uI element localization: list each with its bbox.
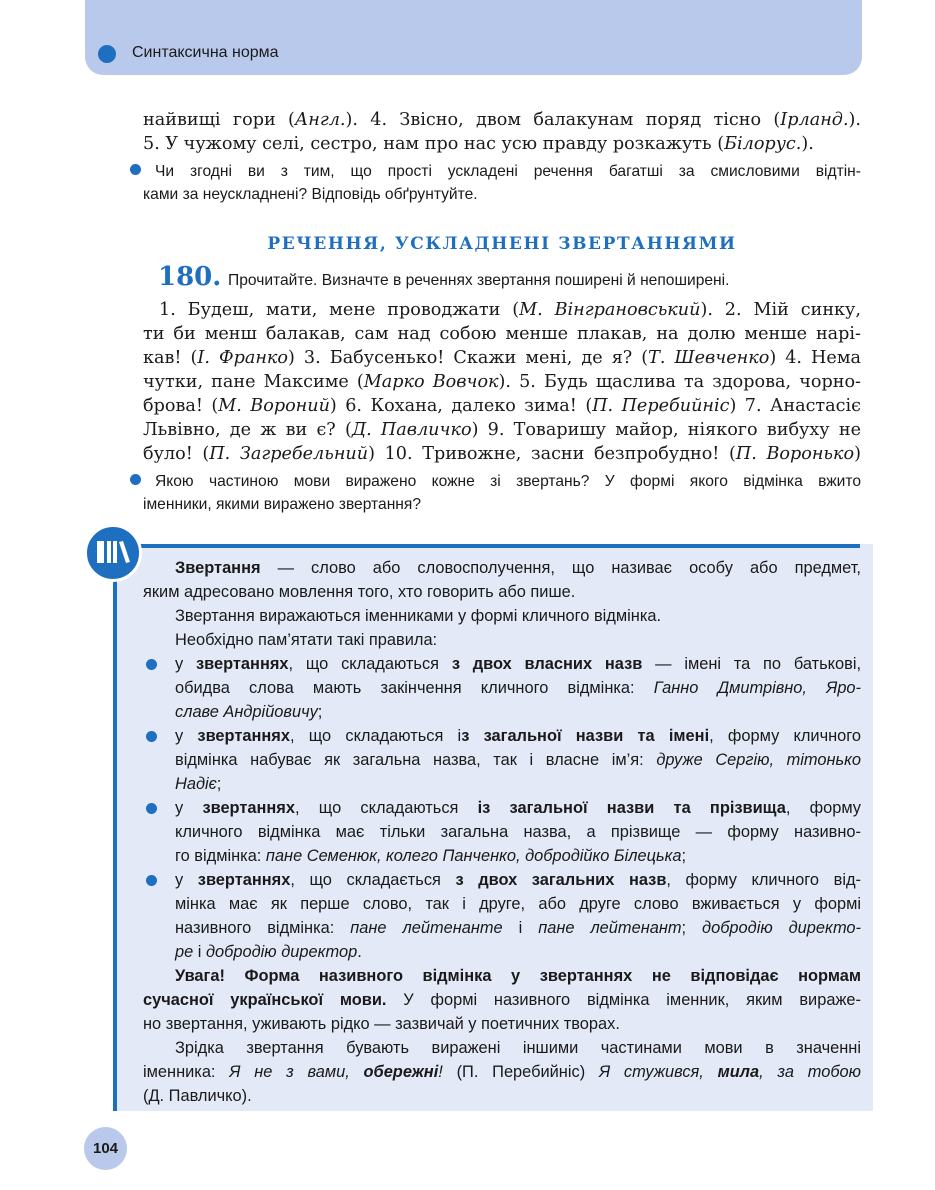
rule-warning: Увага! Форма називного відмінка у звертаннях не відповідає нормам сучасної української мови. У формі називного відмінка іменник, яким вираже- но звертання, уживають рідко — зазвичай у поетичних творах. [143, 967, 861, 1033]
question-1: Чи згодні ви з тим, що прості ускладені речення багатші за смисловими відтін- ками за неускладнені? Відповідь обґрунтуйте. [143, 160, 861, 206]
rule-item-3: у звертаннях, що складаються із загальної назви та прізвища, форму кличного відмінка має тільки загальна назва, а прізвище — форму називно- го відмінка: пане Семенюк, колего Панченко, добродійко Білецька; [175, 799, 861, 865]
question-2: Якою частиною мови виражено кожне зі звертань? У формі якого відмінка вжито іменники, якими виражено звертання? [143, 470, 861, 516]
rule-box-left-border [113, 544, 117, 1111]
rule-bullet-icon [146, 731, 157, 742]
bullet-icon [130, 474, 141, 485]
rule-bullet-icon [146, 659, 157, 670]
rule-definition: Звертання — слово або словосполучення, що називає особу або предмет, яким адресовано мовлення того, хто говорить або пише. [143, 559, 861, 601]
header-section-title: Синтаксична норма [132, 44, 279, 61]
exercise-number: 180. [158, 262, 222, 292]
rule-box-top-border [113, 544, 860, 548]
exercise-text: 1. Будеш, мати, мене проводжати (М. Вінграновський). 2. Мій синку, ти би менш балакав, сам над собою менше плакав, на долю менше нарі- кав! (І. Франко) 3. Бабусенько! Скажи мені, де я? (Т. Шевченко) 4. Нема чутки, пане Максиме (Марко Вовчок). 5. Будь щаслива та здорова, чорно- брова! (М. Вороний) 6. Кохана, далеко зима! (П. Перебийніс) 7. Анастасіє Львівно, де ж ви є? (Д. Павличко) 9. Товаришу майор, ніякого вибуху не було! (П. Загребельний) 10. Тривожне, засни безпробудно! (П. Воронько) [143, 300, 861, 464]
rule-bullet-icon [146, 803, 157, 814]
rule-bullet-icon [146, 875, 157, 886]
rule-last-paragraph: Зрідка звертання бувають виражені іншими частинами мови в значенні іменника: Я не з вами, обережні! (П. Перебийніс) Я стужився, мила, за тобою (Д. Павличко). [143, 1039, 861, 1105]
rule-item-1: у звертаннях, що складаються з двох власних назв — імені та по батькові, обидва слова мають закінчення кличного відмінка: Ганно Дмитрівно, Яро- славе Андрійовичу; [175, 655, 862, 721]
rule-p3: Необхідно пам’ятати такі правила: [175, 631, 438, 649]
bullet-dot-icon [98, 45, 116, 63]
books-icon [84, 524, 142, 582]
page-number: 104 [84, 1127, 127, 1170]
bullet-icon [130, 164, 141, 175]
exercise-task: Прочитайте. Визначте в реченнях звертання поширені й непоширені. [228, 272, 730, 289]
rule-item-4: у звертаннях, що складається з двох загальних назв, форму кличного від- мінка має як перше слово, так і друге, або друге слово вживається у формі називного відмінка: пане лейтенанте і пане лейтенант; добродію директо- ре і добродію директор. [175, 871, 861, 961]
rule-item-2: у звертаннях, що складаються із загальної назви та імені, форму кличного відмінка набуває як загальна назва, так і власне ім’я: друже Сергію, тітонько Надіє; [175, 727, 862, 793]
top-paragraph: найвищі гори (Англ.). 4. Звісно, двом балакунам поряд тісно (Ірланд.). 5. У чужому селі, сестро, нам про нас усю правду розкажуть (Білорус.). [143, 110, 862, 154]
section-title: РЕЧЕННЯ, УСКЛАДНЕНІ ЗВЕРТАННЯМИ [267, 234, 737, 254]
rule-p2: Звертання виражаються іменниками у формі кличного відмінка. [175, 607, 662, 625]
page-header [85, 0, 862, 75]
